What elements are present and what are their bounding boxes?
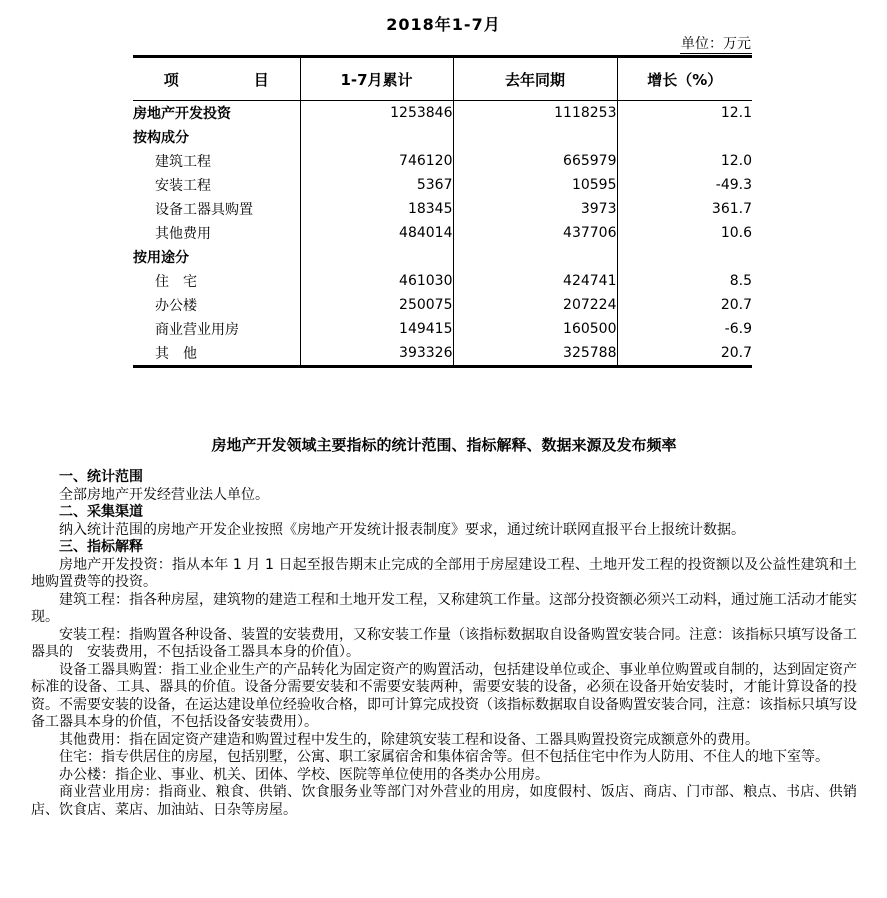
value-growth: 12.0: [720, 153, 752, 169]
row-label: 设备工器具购置: [133, 197, 300, 221]
row-label: 建筑工程: [133, 149, 300, 173]
notes-subhead-channel: 二、采集渠道: [59, 504, 143, 520]
row-label: 按用途分: [133, 245, 300, 269]
value-cumulative: [300, 125, 453, 149]
value-cumulative: 5367: [300, 173, 453, 197]
unit-note-text: 单位：万元: [681, 36, 751, 52]
row-label: 商业营业用房: [133, 317, 300, 341]
value-previous: 665979: [453, 149, 617, 173]
table-row: [133, 149, 752, 173]
row-label: 安装工程: [133, 173, 300, 197]
notes-heading: 房地产开发领域主要指标的统计范围、指标解释、数据来源及发布频率: [211, 436, 677, 454]
value-cumulative: 18345: [300, 197, 453, 221]
value-growth: [617, 125, 752, 149]
value-previous: 437706: [453, 221, 617, 245]
statistics-table: [133, 55, 752, 368]
notes-subhead-scope: 一、统计范围: [59, 469, 143, 485]
notes-subhead-definitions: 三、指标解释: [59, 539, 143, 555]
value-previous: [453, 245, 617, 269]
notes-section: [31, 436, 857, 819]
value-cumulative: 149415: [300, 317, 453, 341]
value-cumulative: [300, 245, 453, 269]
value-growth: -6.9: [724, 321, 752, 337]
value-growth: 10.6: [720, 225, 752, 241]
value-growth: -49.3: [715, 177, 752, 193]
table-row: [133, 173, 752, 197]
page-title: 2018年1-7月: [386, 15, 501, 34]
table-row: [133, 101, 752, 126]
row-label: 办公楼: [133, 293, 300, 317]
table-row: [133, 245, 752, 269]
row-label: 房地产开发投资: [133, 101, 300, 126]
value-previous: 1118253: [453, 101, 617, 126]
value-previous: [453, 125, 617, 149]
table-row: [133, 269, 752, 293]
row-label: 按构成分: [133, 125, 300, 149]
column-header-cumulative: 1-7月累计: [300, 57, 453, 101]
table-row: [133, 293, 752, 317]
value-previous: 3973: [453, 197, 617, 221]
value-previous: 10595: [453, 173, 617, 197]
value-cumulative: 250075: [300, 293, 453, 317]
value-growth: [617, 245, 752, 269]
value-growth: 361.7: [711, 201, 752, 217]
notes-paragraph-investment: 房地产开发投资：指从本年 1 月 1 日起至报告期末止完成的全部用于房屋建设工程、土地开发工程的投资额以及公益性建筑和土地购置费等的投资。: [31, 556, 857, 590]
value-growth: 20.7: [720, 345, 752, 361]
table-header-row: [133, 57, 752, 101]
table-row: [133, 341, 752, 367]
row-label: 住 宅: [133, 269, 300, 293]
value-cumulative: 484014: [300, 221, 453, 245]
column-header-item: 项 目: [133, 57, 300, 101]
row-label: 其他费用: [133, 221, 300, 245]
notes-paragraph-commercial: 商业营业用房：指商业、粮食、供销、饮食服务业等部门对外营业的用房，如度假村、饭店、商店、门市部、粮点、书店、供销店、饮食店、菜店、加油站、日杂等房屋。: [31, 784, 857, 818]
value-cumulative: 746120: [300, 149, 453, 173]
notes-paragraph-channel: 纳入统计范围的房地产开发企业按照《房地产开发统计报表制度》要求，通过统计联网直报平台上报统计数据。: [59, 521, 745, 538]
table-row: [133, 125, 752, 149]
unit-note: [133, 33, 752, 53]
notes-paragraph-office: 办公楼：指企业、事业、机关、团体、学校、医院等单位使用的各类办公用房。: [59, 766, 549, 783]
table-row: [133, 197, 752, 221]
notes-paragraph-construction: 建筑工程：指各种房屋，建筑物的建造工程和土地开发工程，又称建筑工作量。这部分投资额必须兴工动料，通过施工活动才能实现。: [31, 591, 857, 625]
table-row: [133, 317, 752, 341]
column-header-previous: 去年同期: [453, 57, 617, 101]
notes-paragraph-equipment: 设备工器具购置：指工业企业生产的产品转化为固定资产的购置活动，包括建设单位或企、事业单位购置或自制的，达到固定资产标准的设备、工具、器具的价值。设备分需要安装和不需要安装两种，需要安装的设备，必须在设备开始安装时，才能计算设备的投资。不需要安装的设备，在运达建设单位经验收合格，即可计算完成投资（该指标数据取自设备购置安装合同，注意：该指标只填写设备工器具本身的价值，不包括设备安装费用）。: [31, 661, 857, 730]
table-row: [133, 221, 752, 245]
value-previous: 325788: [453, 341, 617, 367]
notes-paragraph-scope: 全部房地产开发经营业法人单位。: [59, 486, 269, 503]
value-growth: 8.5: [729, 273, 752, 289]
row-label: 其 他: [133, 341, 300, 367]
notes-paragraph-installation: 安装工程：指购置各种设备、装置的安装费用，又称安装工作量（该指标数据取自设备购置安装合同。注意：该指标只填写设备工器具的 安装费用，不包括设备工器具本身的价值）。: [31, 626, 857, 660]
notes-paragraph-other-costs: 其他费用：指在固定资产建造和购置过程中发生的，除建筑安装工程和设备、工器具购置投资完成额意外的费用。: [59, 731, 759, 748]
column-header-growth: 增长（%）: [617, 57, 752, 101]
notes-paragraph-residential: 住宅：指专供居住的房屋，包括别墅，公寓、职工家属宿舍和集体宿舍等。但不包括住宅中作为人防用、不住人的地下室等。: [59, 749, 829, 765]
value-growth: 12.1: [720, 105, 752, 121]
value-previous: 160500: [453, 317, 617, 341]
value-previous: 424741: [453, 269, 617, 293]
value-cumulative: 1253846: [300, 101, 453, 126]
value-cumulative: 393326: [300, 341, 453, 367]
value-cumulative: 461030: [300, 269, 453, 293]
value-previous: 207224: [453, 293, 617, 317]
value-growth: 20.7: [720, 297, 752, 313]
